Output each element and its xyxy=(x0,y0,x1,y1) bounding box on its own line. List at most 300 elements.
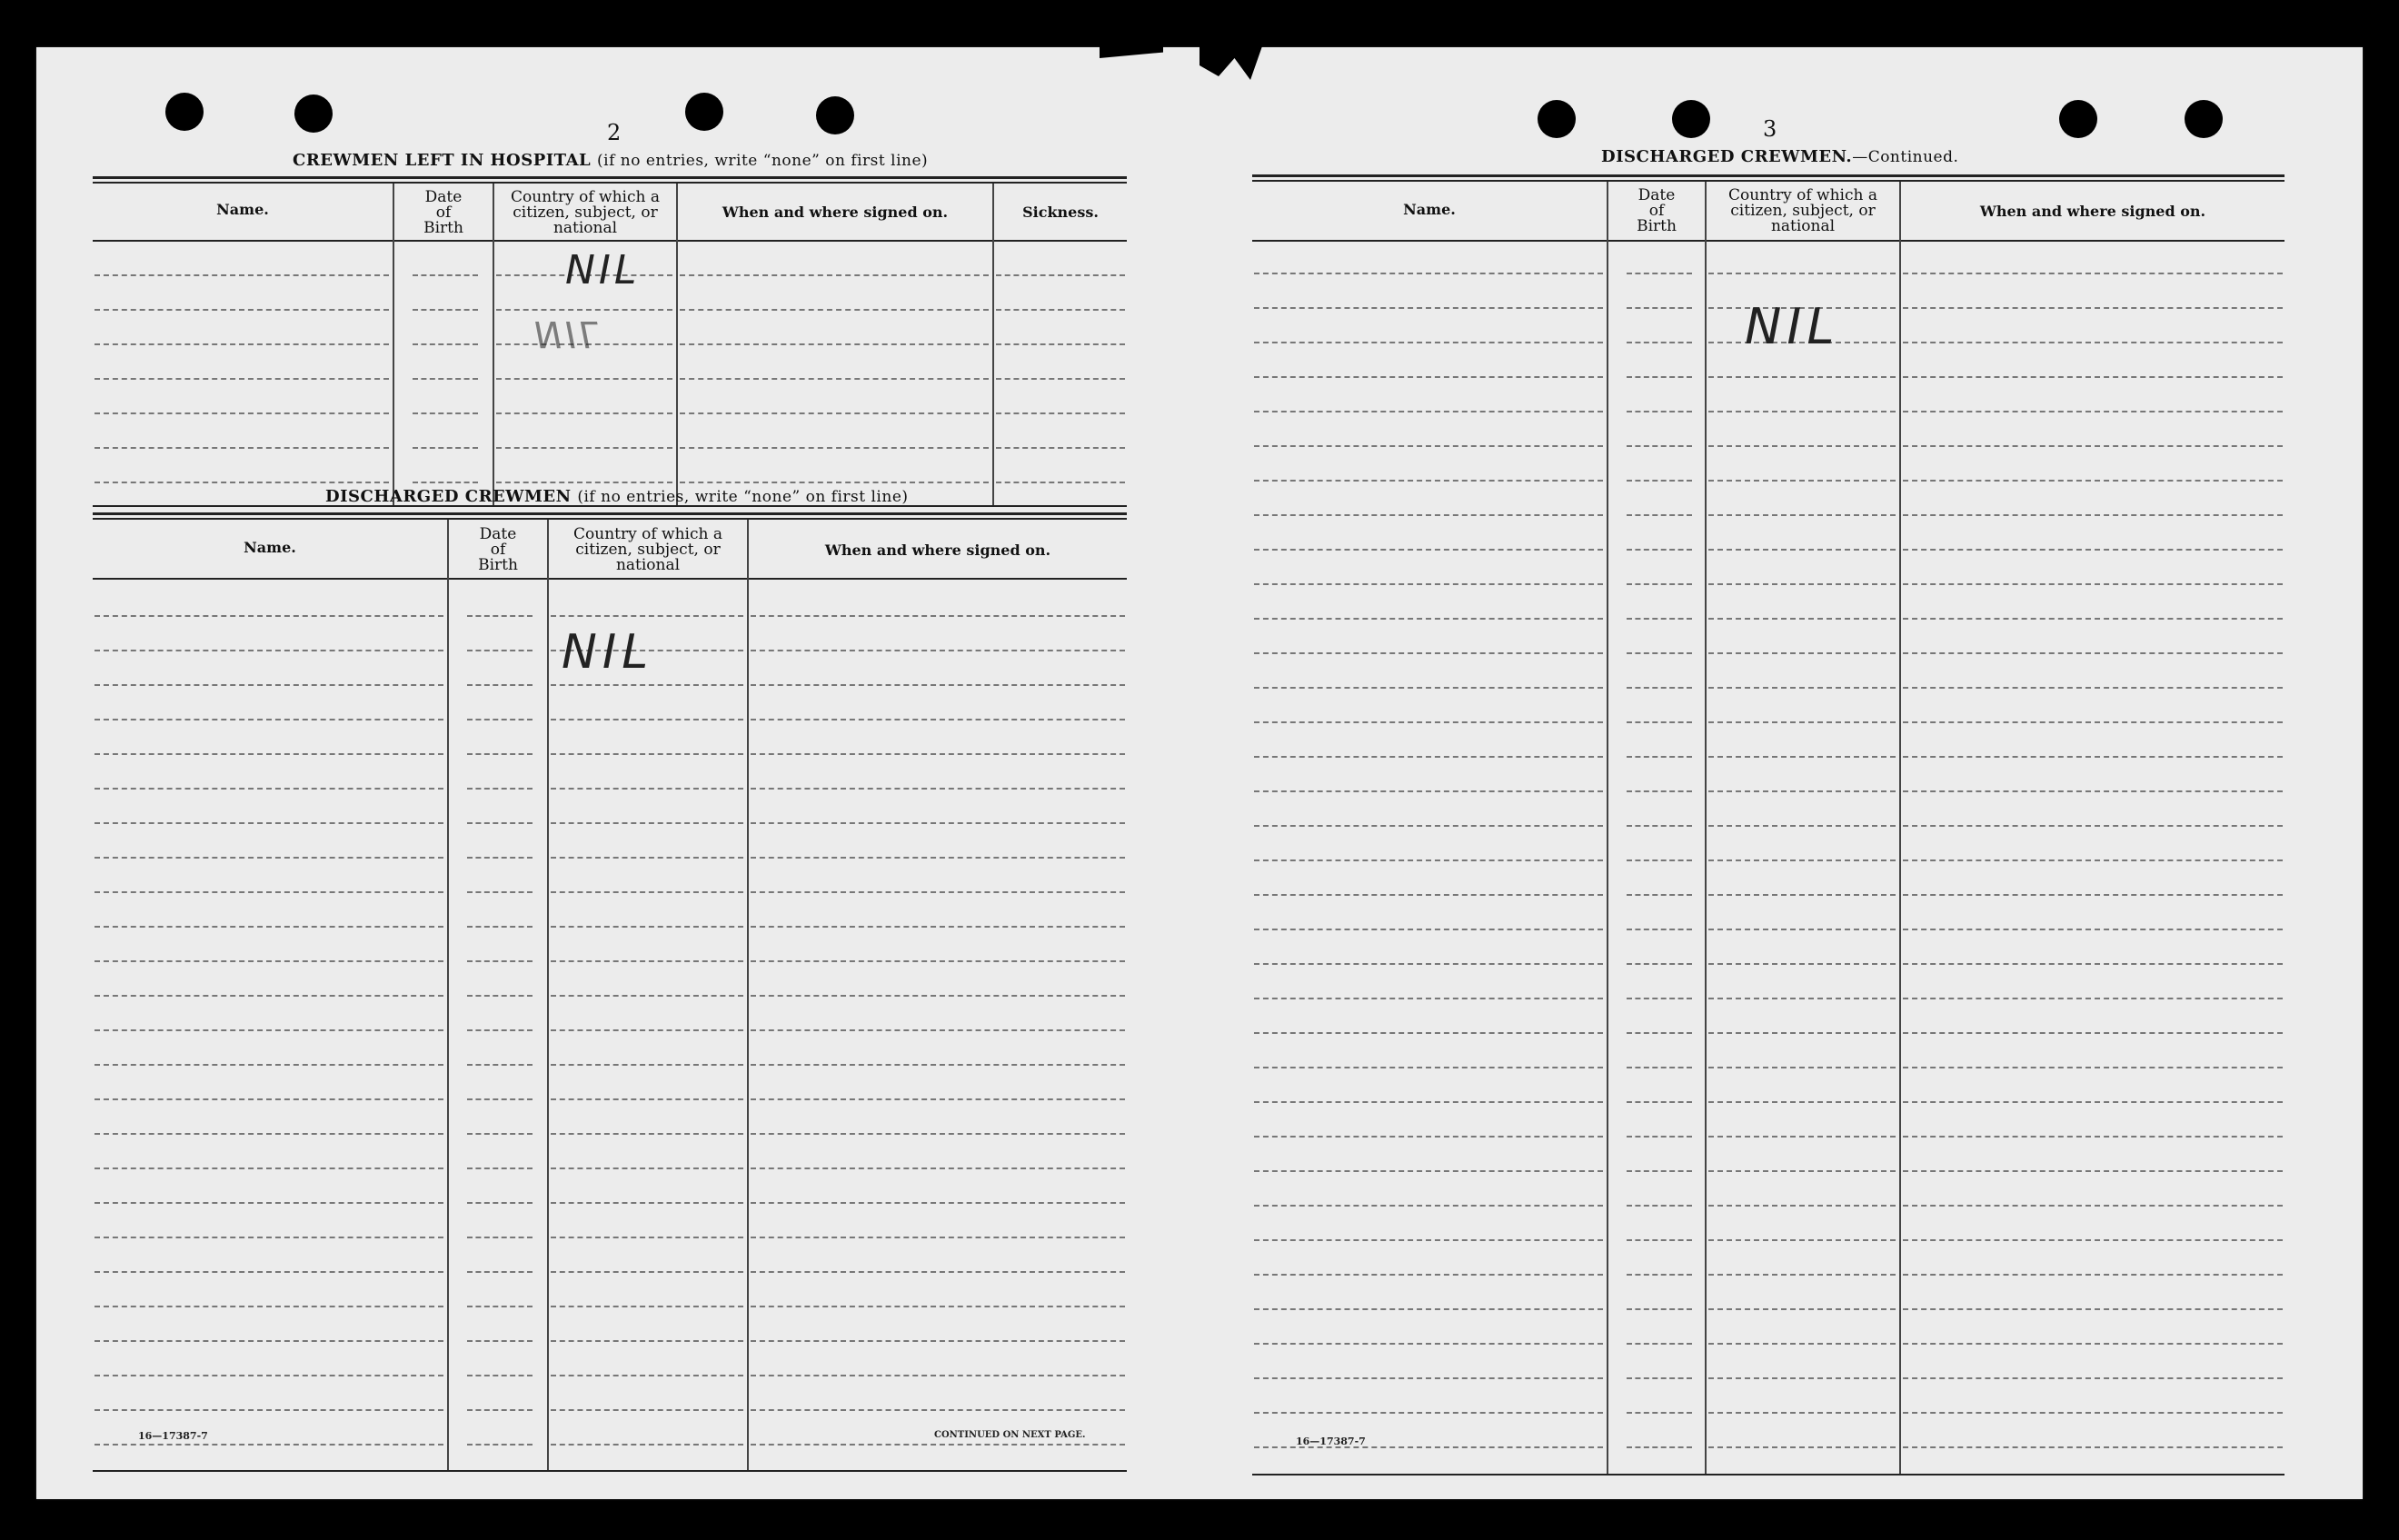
ruled-line xyxy=(467,788,533,790)
punch-hole xyxy=(816,96,854,134)
header-line: Birth xyxy=(478,556,518,574)
ruled-line xyxy=(1708,929,1896,930)
ruled-line xyxy=(751,1237,1125,1238)
ruled-line xyxy=(1254,721,1603,723)
ruled-line xyxy=(751,926,1125,928)
ruled-line xyxy=(467,1444,533,1446)
ruled-line xyxy=(95,1306,443,1307)
double-rule xyxy=(93,176,1127,179)
column-header-name: Name. xyxy=(244,539,296,556)
ruled-line xyxy=(751,615,1125,617)
ruled-line xyxy=(1708,376,1896,378)
ruled-line xyxy=(996,274,1125,276)
punch-hole xyxy=(165,93,204,131)
handwritten-nil: NIL xyxy=(562,625,654,680)
column-divider xyxy=(992,184,994,507)
ruled-line xyxy=(1903,1067,2283,1068)
ruled-line xyxy=(1627,963,1692,965)
ruled-line xyxy=(1903,756,2283,758)
ruled-line xyxy=(1254,549,1603,551)
ruled-line xyxy=(1708,445,1896,447)
ruled-line xyxy=(1903,687,2283,689)
ruled-line xyxy=(1903,1101,2283,1103)
ruled-line xyxy=(467,1064,533,1066)
ruled-line xyxy=(95,378,389,380)
ruled-line xyxy=(1708,583,1896,585)
ruled-line xyxy=(1254,652,1603,654)
ruled-line xyxy=(1627,480,1692,482)
punch-hole xyxy=(1672,100,1710,138)
ruled-line xyxy=(1903,342,2283,343)
header-line: Country of which a xyxy=(1728,186,1877,204)
ruled-line xyxy=(751,1133,1125,1135)
ruled-line xyxy=(1903,618,2283,620)
ruled-line xyxy=(551,926,743,928)
ruled-line xyxy=(95,274,389,276)
torn-edge xyxy=(1100,44,1163,58)
ruled-line xyxy=(751,1064,1125,1066)
section-title-hospital xyxy=(293,151,928,170)
ruled-line xyxy=(467,753,533,755)
ruled-line xyxy=(1903,998,2283,999)
ruled-line xyxy=(1254,998,1603,999)
ruled-line xyxy=(1903,1274,2283,1276)
handwritten-nil: NIL xyxy=(1745,298,1840,355)
ruled-line xyxy=(551,1444,743,1446)
section-note: (if no entries, write “none” on first line) xyxy=(577,488,909,506)
ruled-line xyxy=(1627,1067,1692,1068)
ruled-line xyxy=(95,1098,443,1100)
ruled-line xyxy=(996,412,1125,414)
section-title-discharged xyxy=(325,487,909,506)
ruled-line xyxy=(551,1237,743,1238)
ruled-line xyxy=(1627,618,1692,620)
form-number: 16—17387-7 xyxy=(1296,1436,1366,1447)
ruled-line xyxy=(751,788,1125,790)
ruled-line xyxy=(1708,1412,1896,1414)
ruled-line xyxy=(1903,411,2283,412)
ruled-line xyxy=(1708,1308,1896,1310)
torn-edge xyxy=(1200,44,1263,80)
ruled-line xyxy=(95,926,443,928)
ruled-line xyxy=(95,1375,443,1376)
header-line: national xyxy=(1770,217,1836,235)
ruled-line xyxy=(95,891,443,893)
ruled-line xyxy=(1903,1239,2283,1241)
punch-hole xyxy=(685,93,723,131)
ruled-line xyxy=(551,615,743,617)
ruled-line xyxy=(1627,1446,1692,1448)
ruled-line xyxy=(95,650,443,651)
ruled-line xyxy=(551,753,743,755)
ruled-line xyxy=(467,1237,533,1238)
ruled-line xyxy=(1627,1274,1692,1276)
column-divider xyxy=(547,520,549,1472)
ruled-line xyxy=(996,378,1125,380)
ruled-line xyxy=(551,1375,743,1376)
ruled-line xyxy=(1627,1205,1692,1207)
ruled-line xyxy=(95,1133,443,1135)
ruled-line xyxy=(95,822,443,824)
ruled-line xyxy=(467,615,533,617)
punch-hole xyxy=(294,94,333,133)
ruled-line xyxy=(1254,376,1603,378)
ruled-line xyxy=(95,995,443,997)
ruled-line xyxy=(467,1167,533,1169)
ruled-line xyxy=(1708,963,1896,965)
ruled-line xyxy=(1627,273,1692,274)
column-header-name: Name. xyxy=(1403,201,1456,218)
ruled-line xyxy=(1627,549,1692,551)
ruled-line xyxy=(1254,1170,1603,1172)
section-title-discharged-continued xyxy=(1601,147,1958,166)
ruled-line xyxy=(751,1340,1125,1342)
header-rule xyxy=(93,578,1127,580)
ruled-line xyxy=(1903,825,2283,827)
ruled-line xyxy=(751,960,1125,962)
ruled-line xyxy=(1708,480,1896,482)
ruled-line xyxy=(1254,963,1603,965)
ruled-line xyxy=(551,1098,743,1100)
handwritten-nil: NIL xyxy=(565,247,641,293)
ruled-line xyxy=(95,1064,443,1066)
ruled-line xyxy=(1254,790,1603,792)
double-rule xyxy=(1252,174,2285,177)
section-title-text: CREWMEN LEFT IN HOSPITAL xyxy=(293,151,592,170)
ruled-line xyxy=(1708,1205,1896,1207)
header-line: of xyxy=(490,541,506,559)
ruled-line xyxy=(1903,549,2283,551)
ruled-line xyxy=(680,447,989,449)
ruled-line xyxy=(467,1271,533,1273)
punch-hole xyxy=(1538,100,1576,138)
section-end-rule xyxy=(93,1470,1127,1472)
ruled-line xyxy=(1903,1377,2283,1379)
ruled-line xyxy=(1708,549,1896,551)
ruled-line xyxy=(1708,687,1896,689)
ruled-line xyxy=(95,1409,443,1411)
header-line: of xyxy=(1648,202,1665,220)
column-header-country xyxy=(1707,188,1899,234)
ruled-line xyxy=(1627,1032,1692,1034)
ruled-line xyxy=(680,274,989,276)
page-number: 3 xyxy=(1763,116,1777,142)
ruled-line xyxy=(1627,307,1692,309)
ruled-line xyxy=(413,482,478,483)
ruled-line xyxy=(1903,1205,2283,1207)
ruled-line xyxy=(1254,307,1603,309)
ruled-line xyxy=(751,1029,1125,1031)
ruled-line xyxy=(95,1271,443,1273)
header-line: citizen, subject, or xyxy=(575,541,721,559)
ruled-line xyxy=(1254,859,1603,861)
ruled-line xyxy=(1254,1377,1603,1379)
ruled-line xyxy=(496,482,672,483)
ruled-line xyxy=(467,1133,533,1135)
ruled-line xyxy=(1708,1032,1896,1034)
double-rule xyxy=(93,182,1127,184)
ruled-line xyxy=(1708,1067,1896,1068)
ruled-line xyxy=(1627,1343,1692,1345)
ruled-line xyxy=(551,1340,743,1342)
ruled-line xyxy=(467,1202,533,1204)
ruled-line xyxy=(1708,998,1896,999)
ruled-line xyxy=(496,447,672,449)
ruled-line xyxy=(95,1237,443,1238)
ruled-line xyxy=(551,719,743,720)
ruled-line xyxy=(551,1167,743,1169)
continued-note: CONTINUED ON NEXT PAGE. xyxy=(934,1430,1086,1440)
column-divider xyxy=(1705,182,1707,1475)
ruled-line xyxy=(1708,1446,1896,1448)
header-rule xyxy=(1252,240,2285,242)
ruled-line xyxy=(751,1444,1125,1446)
ruled-line xyxy=(1903,583,2283,585)
ruled-line xyxy=(1627,790,1692,792)
ruled-line xyxy=(467,1375,533,1376)
ruled-line xyxy=(413,343,478,345)
header-line: citizen, subject, or xyxy=(1730,202,1876,220)
section-end-rule xyxy=(1252,1474,2285,1475)
ruled-line xyxy=(95,960,443,962)
column-divider xyxy=(1899,182,1901,1475)
ruled-line xyxy=(496,412,672,414)
ruled-line xyxy=(551,1409,743,1411)
ruled-line xyxy=(413,274,478,276)
column-header-signed: When and where signed on. xyxy=(824,541,1051,559)
ruled-line xyxy=(1627,721,1692,723)
ruled-line xyxy=(1627,756,1692,758)
ruled-line xyxy=(1254,1412,1603,1414)
ruled-line xyxy=(1903,1343,2283,1345)
ruled-line xyxy=(1254,273,1603,274)
ruled-line xyxy=(1254,618,1603,620)
ruled-line xyxy=(996,447,1125,449)
column-header-country xyxy=(549,527,747,573)
ruled-line xyxy=(751,822,1125,824)
ruled-line xyxy=(1254,1308,1603,1310)
ruled-line xyxy=(467,822,533,824)
ruled-line xyxy=(413,378,478,380)
header-line: Date xyxy=(424,188,463,206)
ruled-line xyxy=(1627,1101,1692,1103)
ruled-line xyxy=(1708,894,1896,896)
ruled-line xyxy=(751,1202,1125,1204)
ruled-line xyxy=(496,309,672,311)
ruled-line xyxy=(1627,1308,1692,1310)
column-header-signed: When and where signed on. xyxy=(1979,203,2206,220)
ruled-line xyxy=(467,684,533,686)
ruled-line xyxy=(1708,1274,1896,1276)
ruled-line xyxy=(1254,929,1603,930)
ruled-line xyxy=(1254,1274,1603,1276)
ruled-line xyxy=(1627,1412,1692,1414)
ruled-line xyxy=(467,719,533,720)
ruled-line xyxy=(95,788,443,790)
ruled-line xyxy=(1627,445,1692,447)
ruled-line xyxy=(751,995,1125,997)
ruled-line xyxy=(1627,929,1692,930)
ruled-line xyxy=(1254,1343,1603,1345)
ruled-line xyxy=(1903,376,2283,378)
ruled-line xyxy=(467,1409,533,1411)
ruled-line xyxy=(95,615,443,617)
ruled-line xyxy=(1903,929,2283,930)
ruled-line xyxy=(1903,894,2283,896)
ruled-line xyxy=(1903,445,2283,447)
ruled-line xyxy=(1254,894,1603,896)
column-divider xyxy=(676,184,678,507)
ledger-sheet xyxy=(36,47,2363,1499)
ruled-line xyxy=(1708,721,1896,723)
column-divider xyxy=(1607,182,1608,1475)
ruled-line xyxy=(1903,1412,2283,1414)
ruled-line xyxy=(1708,790,1896,792)
ruled-line xyxy=(1627,342,1692,343)
header-line: Birth xyxy=(1637,217,1677,235)
ruled-line xyxy=(751,719,1125,720)
ruled-line xyxy=(1254,342,1603,343)
column-header-country xyxy=(494,190,676,236)
ruled-line xyxy=(1254,583,1603,585)
ruled-line xyxy=(467,1098,533,1100)
ruled-line xyxy=(95,1167,443,1169)
ruled-line xyxy=(1254,1205,1603,1207)
ruled-line xyxy=(996,482,1125,483)
ruled-line xyxy=(551,684,743,686)
column-divider xyxy=(447,520,449,1472)
ruled-line xyxy=(680,412,989,414)
ruled-line xyxy=(1903,514,2283,516)
ruled-line xyxy=(1708,514,1896,516)
ruled-line xyxy=(751,650,1125,651)
bleed-through-mark: NIL xyxy=(534,313,604,354)
ruled-line xyxy=(467,1340,533,1342)
ruled-line xyxy=(551,995,743,997)
column-divider xyxy=(747,520,749,1472)
ruled-line xyxy=(551,1029,743,1031)
header-line: Country of which a xyxy=(573,525,722,543)
ruled-line xyxy=(751,1167,1125,1169)
ruled-line xyxy=(751,1306,1125,1307)
ruled-line xyxy=(467,891,533,893)
ruled-line xyxy=(551,857,743,859)
ruled-line xyxy=(1903,307,2283,309)
ruled-line xyxy=(751,1098,1125,1100)
header-line: citizen, subject, or xyxy=(513,204,658,222)
ruled-line xyxy=(1903,652,2283,654)
ruled-line xyxy=(95,1340,443,1342)
section-title-suffix: —Continued. xyxy=(1852,148,1959,166)
ruled-line xyxy=(1627,514,1692,516)
ruled-line xyxy=(1708,1377,1896,1379)
ruled-line xyxy=(467,857,533,859)
double-rule xyxy=(93,518,1127,520)
ruled-line xyxy=(1708,652,1896,654)
ruled-line xyxy=(1254,1067,1603,1068)
ruled-line xyxy=(1708,1136,1896,1138)
ruled-line xyxy=(1708,1343,1896,1345)
ruled-line xyxy=(1627,652,1692,654)
ruled-line xyxy=(95,309,389,311)
ruled-line xyxy=(1254,1239,1603,1241)
ruled-line xyxy=(1627,1170,1692,1172)
ruled-line xyxy=(551,822,743,824)
ruled-line xyxy=(1903,1136,2283,1138)
ruled-line xyxy=(1903,790,2283,792)
header-rule xyxy=(93,240,1127,242)
ruled-line xyxy=(413,309,478,311)
ruled-line xyxy=(551,1202,743,1204)
ruled-line xyxy=(751,1271,1125,1273)
ruled-line xyxy=(95,857,443,859)
ruled-line xyxy=(1627,1239,1692,1241)
section-title-text: DISCHARGED CREWMEN. xyxy=(1601,147,1853,166)
form-number: 16—17387-7 xyxy=(138,1430,208,1442)
column-divider xyxy=(393,184,394,507)
ruled-line xyxy=(751,684,1125,686)
ruled-line xyxy=(413,412,478,414)
ruled-line xyxy=(996,309,1125,311)
ruled-line xyxy=(1708,859,1896,861)
ruled-line xyxy=(551,1271,743,1273)
ruled-line xyxy=(1254,1032,1603,1034)
ruled-line xyxy=(1254,825,1603,827)
ruled-line xyxy=(95,1444,443,1446)
punch-hole xyxy=(2185,100,2223,138)
ruled-line xyxy=(95,1029,443,1031)
header-line: Country of which a xyxy=(511,188,660,206)
header-line: of xyxy=(435,204,452,222)
ruled-line xyxy=(1903,480,2283,482)
ruled-line xyxy=(1627,411,1692,412)
ruled-line xyxy=(751,1375,1125,1376)
column-divider xyxy=(493,184,494,507)
ruled-line xyxy=(1254,687,1603,689)
ruled-line xyxy=(1708,1170,1896,1172)
ruled-line xyxy=(680,309,989,311)
ruled-line xyxy=(551,1064,743,1066)
ruled-line xyxy=(996,343,1125,345)
ruled-line xyxy=(1903,859,2283,861)
ruled-line xyxy=(1708,1101,1896,1103)
ruled-line xyxy=(1627,894,1692,896)
column-header-dob xyxy=(449,527,547,573)
ruled-line xyxy=(1254,445,1603,447)
ruled-line xyxy=(496,378,672,380)
ruled-line xyxy=(1254,1136,1603,1138)
section-title-text: DISCHARGED CREWMEN xyxy=(325,487,572,506)
ruled-line xyxy=(1708,756,1896,758)
double-rule xyxy=(1252,180,2285,182)
ruled-line xyxy=(1627,376,1692,378)
ruled-line xyxy=(95,343,389,345)
ruled-line xyxy=(95,447,389,449)
ruled-line xyxy=(467,650,533,651)
ruled-line xyxy=(1903,1170,2283,1172)
ruled-line xyxy=(680,343,989,345)
ruled-line xyxy=(551,1306,743,1307)
ruled-line xyxy=(551,960,743,962)
ruled-line xyxy=(1708,411,1896,412)
ruled-line xyxy=(751,753,1125,755)
header-line: Date xyxy=(479,525,517,543)
ruled-line xyxy=(751,891,1125,893)
ruled-line xyxy=(1627,1377,1692,1379)
ruled-line xyxy=(95,1202,443,1204)
ruled-line xyxy=(1627,998,1692,999)
ruled-line xyxy=(551,1133,743,1135)
